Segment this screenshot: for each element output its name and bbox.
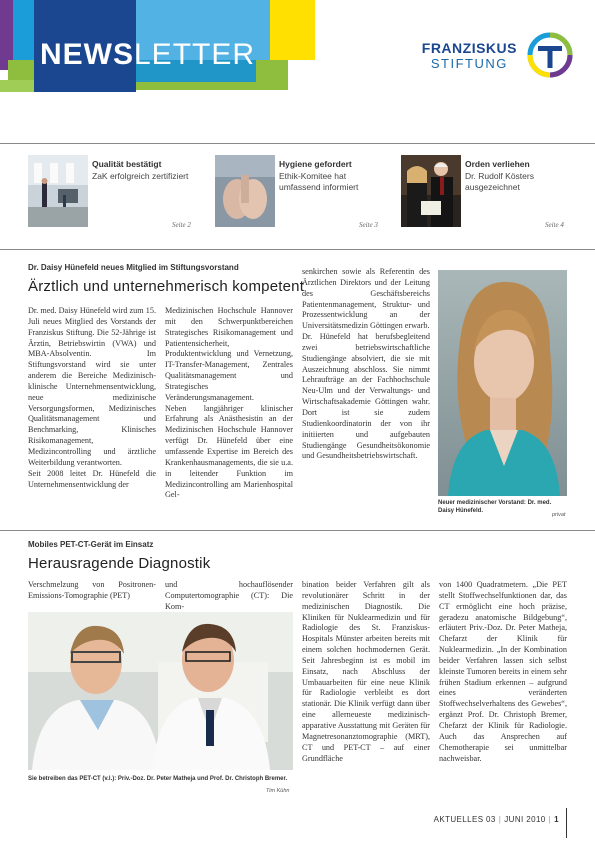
color-bar-palegreen xyxy=(0,80,34,92)
article1-column-1 xyxy=(28,306,156,490)
issue-date: JUNI 2010 xyxy=(504,815,546,824)
paragraph: Seit 2008 leitet Dr. Hünefeld die Unternehmensentwicklung der xyxy=(28,468,156,489)
teaser-title: Orden verliehen xyxy=(465,159,530,169)
photo-credit: Tim Kühn xyxy=(266,788,290,794)
teaser-hygiene[interactable] xyxy=(215,155,385,235)
newsletter-title: NEWSLETTER xyxy=(40,38,256,71)
photo-credit: privat xyxy=(552,512,566,518)
teaser-text: Dr. Rudolf Kösters ausgezeichnet xyxy=(465,171,534,192)
paragraph: Neben langjähriger klinischer Erfahrung als Anästhesistin an der Medizinischen Hochschule Hannover verfügt Dr. Hünefeld über eine umfassende Expertise im Bereich des Krankenhausmanagements, die sie u.a. in leitender Funktion im Medizincontrolling am Marienhospital Gel- xyxy=(165,403,293,500)
photo-caption: Sie betreiben das PET-CT (v.l.): Priv.-Doz. Dr. Peter Matheja und Prof. Dr. Christoph Bremer. xyxy=(28,776,288,782)
article2-kicker: Mobiles PET-CT-Gerät im Einsatz xyxy=(28,540,154,549)
logo-line1: FRANZISKUS xyxy=(421,40,517,56)
doctors-photo xyxy=(28,612,293,770)
teaser-qualitaet[interactable] xyxy=(28,155,198,235)
paragraph: und hochauflösender Computertomographie (CT): Die Kom- xyxy=(165,580,293,611)
header-divider xyxy=(0,143,595,144)
paragraph: bination beider Verfahren gilt als revolutionärer Schritt in der medizinischen Diagnostik. Die Kliniken für Nuklearmedizin und für Radiologie des St. Franziskus-Hospitals Münster arbeiten bereits mit einem solchen hochmodernen Gerät. Seit Jahresbeginn ist es mobil im Einsatz, nach Abschluss der Umbauarbeiten für eine neue Klinik für Radiologie verbleibt es dort stationär. Die Klinik verfügt dann über eine allerneueste medizinisch-apparative Ausstattung mit Geräten für Magnetresonanztomographie (MRT), CT und PET-CT – auf einer Grundfläche xyxy=(302,580,430,763)
hands-photo xyxy=(215,155,275,227)
teaser-page: Seite 3 xyxy=(359,221,378,229)
masthead xyxy=(0,0,595,140)
paragraph: Dr. Hünefeld hat berufsbegleitend zwei betriebswirtschaftliche Studiengänge absolviert, die sie mit Auszeichnung abschloss. Sie nimmt Lehraufträge an der Fachhochschule Neu-Ulm und der Verwaltungs- und Wirtschaftsakademie Göttingen wahr. Dort ist sie zudem Studienkoordinatorin der von ihr initiierten und aufgebauten Studiengänge Gesundheitsökonomie und Gesundheitsbetriebswirtschaft. xyxy=(302,332,430,461)
page-number: 1 xyxy=(554,815,559,824)
article2-column-2 xyxy=(165,580,293,613)
article1-headline: Ärztlich und unternehmerisch kompetent xyxy=(28,278,305,295)
article2-column-1 xyxy=(28,580,156,602)
teaser-page: Seite 4 xyxy=(545,221,564,229)
paragraph: Verschmelzung von Positronen-Emissions-Tomographie (PET) xyxy=(28,580,156,600)
teaser-divider xyxy=(0,249,595,250)
teaser-text: Ethik-Komitee hat umfassend informiert xyxy=(279,171,359,192)
article2-column-3 xyxy=(302,580,430,764)
issue-label: AKTUELLES 03 xyxy=(433,815,496,824)
article2-headline: Herausragende Diagnostik xyxy=(28,555,211,572)
footer-rule xyxy=(566,808,567,838)
page-footer: AKTUELLES 03 | JUNI 2010 | 1 xyxy=(433,815,559,824)
teaser-title: Qualität bestätigt xyxy=(92,159,162,169)
paragraph: Dr. med. Daisy Hünefeld wird zum 15. Juli neues Mitglied des Vorstands der Franziskus Stiftung. Die 52-Jährige ist Ärztin, Betriebswirtin (VWA) und MBA-Absolventin. Im Stiftungsvorstand wird sie unter anderem die Bereiche Medizinisch-klinische Unternehmensentwicklung, neue medizinische Versorgungsformen, Medizinisches Qualitätsmanagement und Benchmarking, Klinisches Risikomanagement, Medizincontrolling und ärztliche Weiterbildung verantworten. xyxy=(28,306,156,467)
article-divider xyxy=(0,530,595,531)
gym-photo xyxy=(28,155,88,227)
photo-caption: Neuer medizinischer Vorstand: Dr. med. Daisy Hünefeld. xyxy=(438,500,552,514)
teaser-orden[interactable] xyxy=(401,155,571,235)
teaser-text: ZaK erfolgreich zertifiziert xyxy=(92,171,189,181)
teaser-title: Hygiene gefordert xyxy=(279,159,352,169)
paragraph: Medizinischen Hochschule Hannover mit den Schwerpunktbereichen Strategisches Risikomanagement und Patientensicherheit, Produktentwicklung und Vernetzung, IT-Transfer-Management, Zentrales Qualitätsmanagement und Strategisches Veränderungsmanagement. xyxy=(165,306,293,402)
logo-line2: STIFTUNG xyxy=(430,56,508,71)
franziskus-logo-icon xyxy=(527,32,573,78)
article1-column-2 xyxy=(165,306,293,501)
paragraph: senkirchen sowie als Referentin des Ärztlichen Direktors und der Leitung des Geschäftsbereichs Patientenmanagement, Struktur- und Prozessentwicklung an der Universitätsmedizin Göttingen erwarb. xyxy=(302,267,430,331)
foundation-name xyxy=(422,40,517,71)
paragraph: von 1400 Quadratmetern. „Die PET stellt Stoffwechselfunktionen dar, das CT ermöglicht eine hoch präzise, geradezu anatomische Bildgebung“, erläutert Priv.-Doz. Dr. Peter Matheja, Chefarzt der Klinik für Nuklearmedizin. „In der Kombination beider Verfahren lassen sich selbst kleinste Tumoren bereits in einem sehr frühen Stadium erkennen – aufgrund eines veränderten Stoffwechselverhaltens des Gewebes“, ergänzt Prof. Dr. Christoph Bremer, Chefarzt der Klinik für Radiologie. Auch das Ansprechen auf Chemotherapie sei unmittelbar nachweisbar. xyxy=(439,580,567,763)
color-bar-yellow xyxy=(270,0,315,60)
article1-kicker: Dr. Daisy Hünefeld neues Mitglied im Stiftungsvorstand xyxy=(28,263,239,272)
award-photo xyxy=(401,155,461,227)
teaser-page: Seite 2 xyxy=(172,221,191,229)
article2-column-4 xyxy=(439,580,567,764)
article1-column-3 xyxy=(302,267,430,462)
portrait-photo-huenefeld xyxy=(438,270,567,496)
